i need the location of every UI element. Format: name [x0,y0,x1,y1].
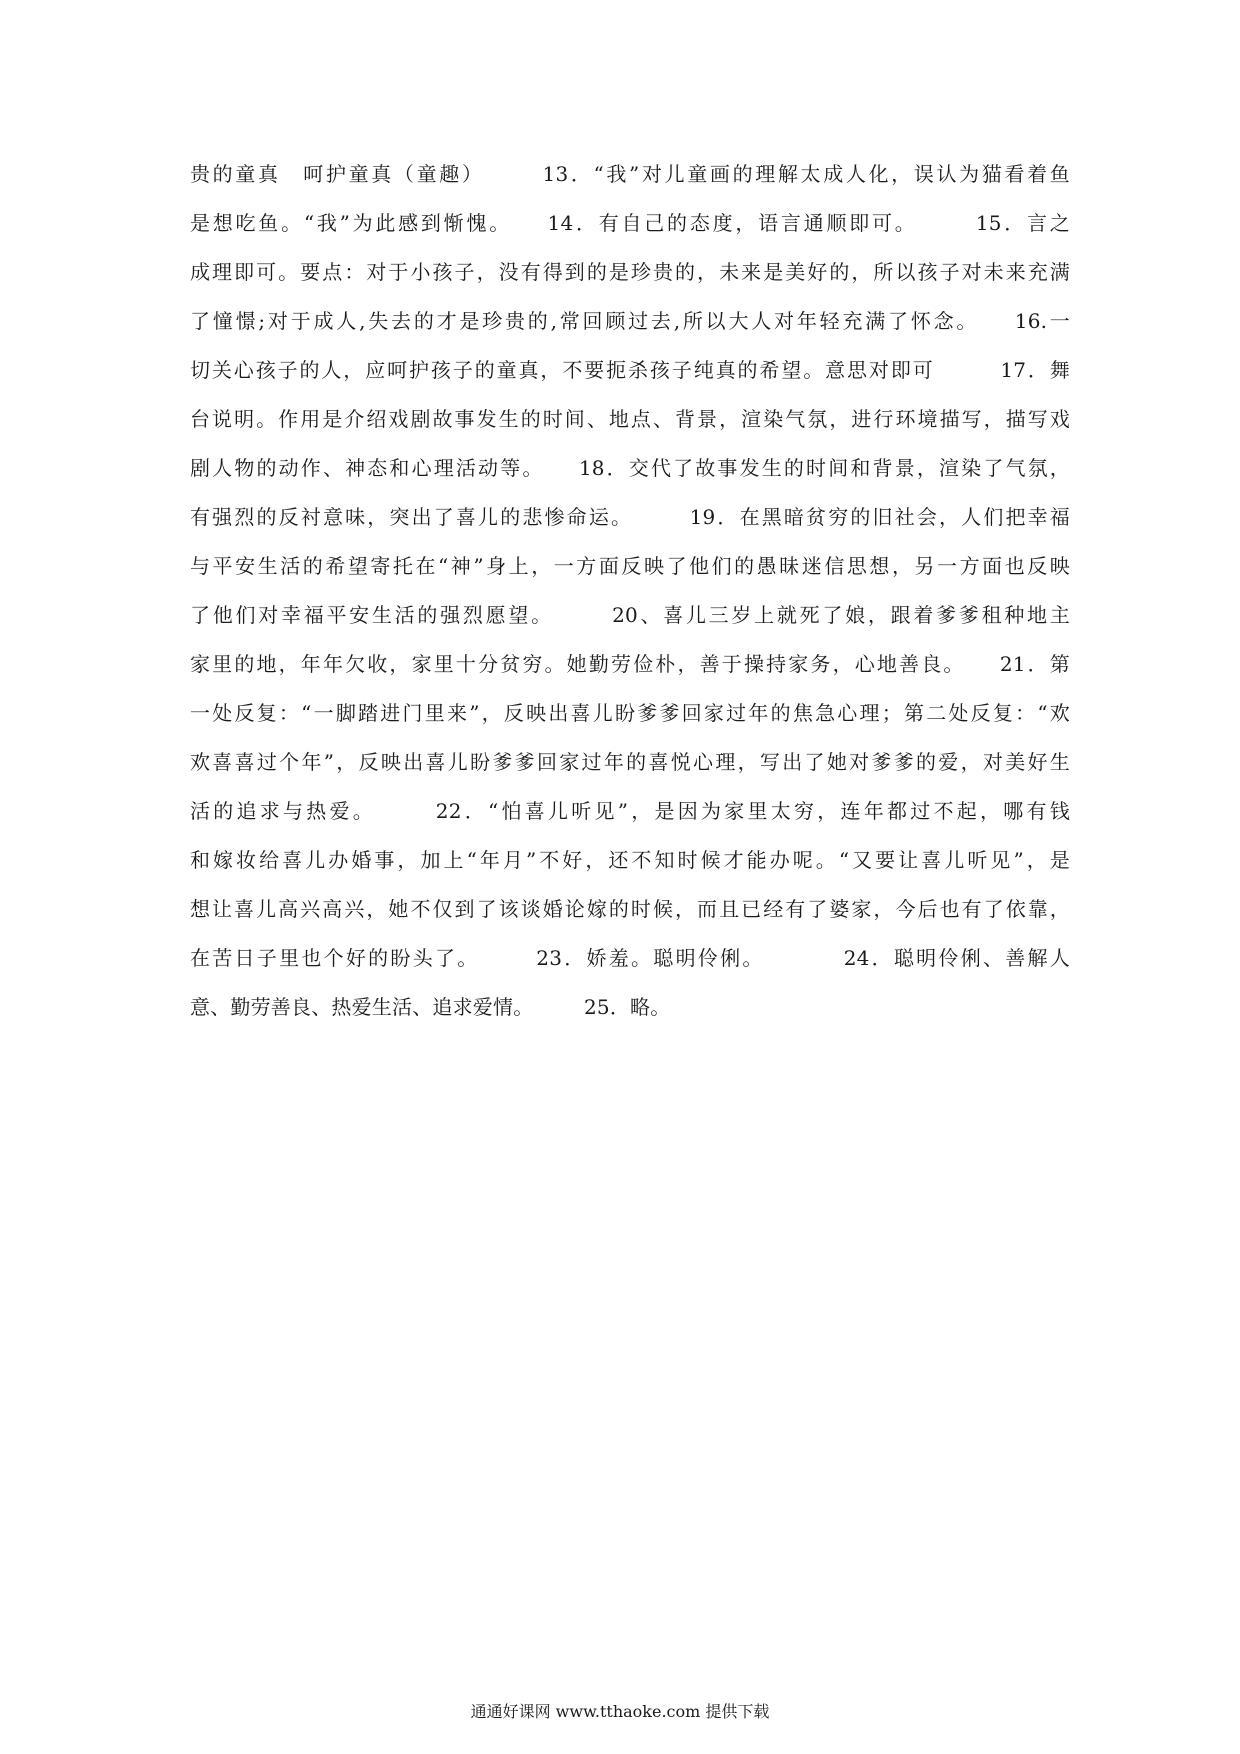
text-line: 是想吃鱼。“我”为此感到惭愧。 14．有自己的态度，语言通顺即可。 15．言之 [190,211,1070,235]
page-footer: 通通好课网 www.tthaoke.com 提供下载 [470,1702,770,1721]
text-line: 与平安生活的希望寄托在“神”身上，一方面反映了他们的愚昧迷信思想，另一方面也反映 [190,554,1070,578]
text-line: 切关心孩子的人，应呵护孩子的童真，不要扼杀孩子纯真的希望。意思对即可 17．舞 [190,358,1070,382]
text-line: 台说明。作用是介绍戏剧故事发生的时间、地点、背景，渲染气氛，进行环境描写，描写戏 [190,407,1070,431]
text-line: 和嫁妆给喜儿办婚事，加上“年月”不好，还不知时候才能办呢。“又要让喜儿听见”，是 [190,848,1070,872]
text-line: 剧人物的动作、神态和心理活动等。 18．交代了故事发生的时间和背景，渲染了气氛， [190,456,1070,480]
text-line: 贵的童真 呵护童真（童趣） 13．“我”对儿童画的理解太成人化，误认为猫看着鱼 [190,162,1070,186]
text-line: 家里的地，年年欠收，家里十分贫穷。她勤劳俭朴，善于操持家务，心地善良。 21．第 [190,652,1070,676]
answer-text-block [190,150,1070,1032]
text-line: 想让喜儿高兴高兴，她不仅到了该谈婚论嫁的时候，而且已经有了婆家，今后也有了依靠， [190,897,1070,921]
text-line: 在苦日子里也个好的盼头了。 23．娇羞。聪明伶俐。 24．聪明伶俐、善解人 [190,946,1070,970]
text-line: 欢喜喜过个年”，反映出喜儿盼爹爹回家过年的喜悦心理，写出了她对爹爹的爱，对美好生 [190,750,1070,774]
text-line: 了憧憬;对于成人,失去的才是珍贵的,常回顾过去,所以大人对年轻充满了怀念。 16.一 [190,309,1070,333]
text-line: 一处反复：“一脚踏进门里来”，反映出喜儿盼爹爹回家过年的焦急心理；第二处反复：“欢 [190,701,1070,725]
text-line: 成理即可。要点：对于小孩子，没有得到的是珍贵的，未来是美好的，所以孩子对未来充满 [190,260,1070,284]
text-line: 有强烈的反衬意味，突出了喜儿的悲惨命运。 19．在黑暗贫穷的旧社会，人们把幸福 [190,505,1070,529]
text-line: 了他们对幸福平安生活的强烈愿望。 20、喜儿三岁上就死了娘，跟着爹爹租种地主 [190,603,1070,627]
text-line: 意、勤劳善良、热爱生活、追求爱情。 25．略。 [190,995,671,1019]
text-line: 活的追求与热爱。 22．“怕喜儿听见”，是因为家里太穷，连年都过不起，哪有钱 [190,799,1070,823]
